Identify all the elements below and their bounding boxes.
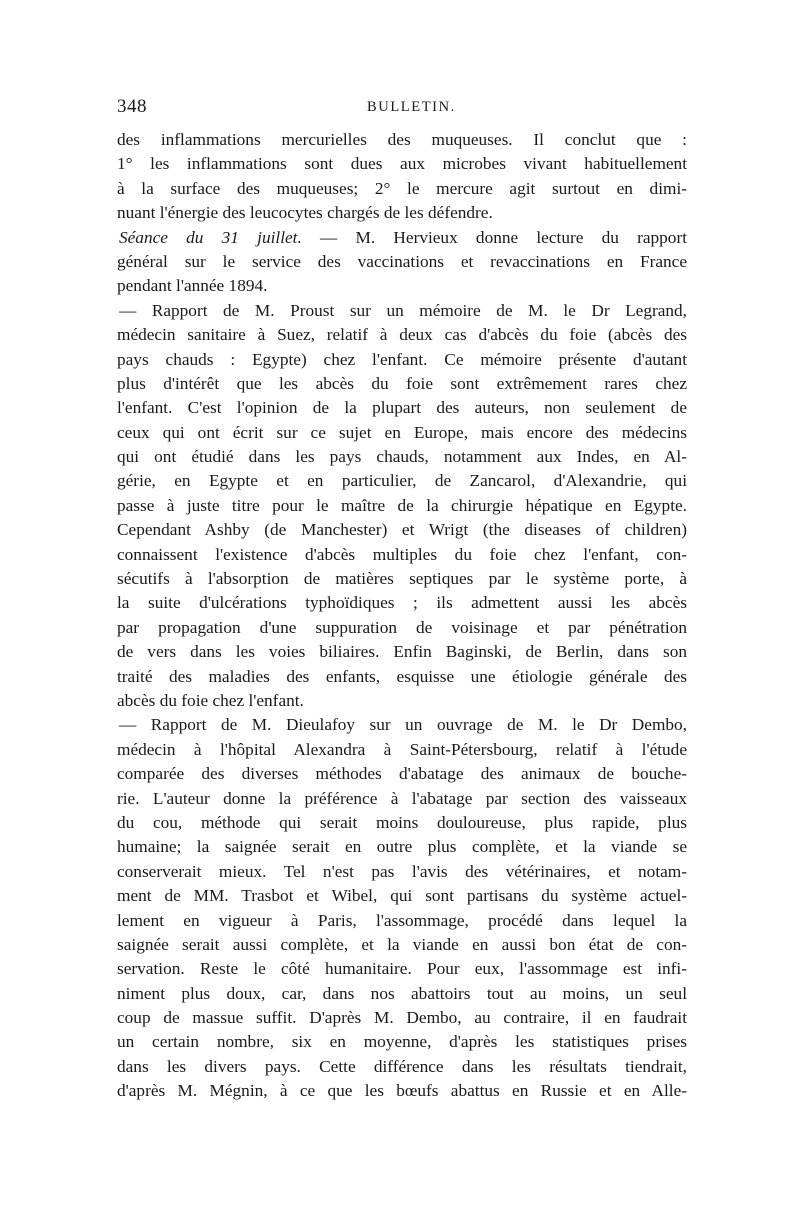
line-text: humaine; la saignée serait en outre plus complète, et la viande se — [117, 837, 687, 857]
line-text: comparée des diverses méthodes d'abatage des animaux de bouche- — [117, 764, 687, 784]
line-text: du cou, méthode qui serait moins douloureuse, plus rapide, plus — [117, 812, 687, 832]
text-line — [117, 982, 687, 1006]
text-line — [117, 201, 687, 225]
text-line — [117, 469, 687, 493]
text-line — [117, 494, 687, 518]
line-text: connaissent l'existence d'abcès multiples du foie chez l'enfant, con- — [117, 544, 687, 564]
text-line — [117, 957, 687, 981]
text-line — [117, 713, 687, 737]
session-date: Séance du 31 juillet. — [119, 227, 302, 247]
line-text: coup de massue suffit. D'après M. Dembo, au contraire, il en faudrait — [117, 1008, 687, 1028]
line-text: un certain nombre, six en moyenne, d'après les statistiques prises — [117, 1032, 687, 1052]
text-line — [117, 128, 687, 152]
text-line — [117, 884, 687, 908]
text-line — [117, 909, 687, 933]
text-line — [117, 1006, 687, 1030]
line-text: ment de MM. Trasbot et Wibel, qui sont partisans du système actuel- — [117, 886, 687, 906]
line-text: traité des maladies des enfants, esquisse une étiologie générale des — [117, 666, 687, 686]
line-text: — M. Hervieux donne lecture du rapport — [301, 227, 687, 247]
line-text: gérie, en Egypte et en particulier, de Zancarol, d'Alexandrie, qui — [117, 471, 687, 491]
text-line — [117, 811, 687, 835]
running-title: BULLETIN. — [367, 99, 456, 115]
text-line — [117, 177, 687, 201]
text-line — [117, 665, 687, 689]
line-text: d'après M. Mégnin, à ce que les bœufs abattus en Russie et en Alle- — [117, 1081, 687, 1101]
line-text: servation. Reste le côté humanitaire. Pour eux, l'assommage est infi- — [117, 959, 687, 979]
text-line — [117, 933, 687, 957]
line-text: abcès du foie chez l'enfant. — [117, 690, 304, 710]
line-text: par propagation d'une suppuration de voisinage et par pénétration — [117, 617, 687, 637]
line-text: médecin à l'hôpital Alexandra à Saint-Pétersbourg, relatif à l'étude — [117, 739, 687, 759]
text-line — [117, 762, 687, 786]
text-line — [117, 738, 687, 762]
body-text — [117, 128, 687, 1104]
line-text: — Rapport de M. Dieulafoy sur un ouvrage de M. le Dr Dembo, — [119, 715, 687, 735]
line-text: sécutifs à l'absorption de matières septiques par le système porte, à — [117, 569, 687, 589]
text-line — [117, 1030, 687, 1054]
text-line — [117, 591, 687, 615]
line-text: nuant l'énergie des leucocytes chargés de les défendre. — [117, 203, 493, 223]
line-text: lement en vigueur à Paris, l'assommage, procédé dans lequel la — [117, 910, 687, 930]
line-text: Cependant Ashby (de Manchester) et Wrigt (the diseases of children) — [117, 520, 687, 540]
text-line — [117, 567, 687, 591]
text-line — [117, 616, 687, 640]
running-head — [117, 96, 687, 120]
line-text: qui ont étudié dans les pays chauds, notamment aux Indes, en Al- — [117, 447, 687, 467]
line-text: dans les divers pays. Cette différence dans les résultats tiendrait, — [117, 1056, 687, 1076]
line-text: passe à juste titre pour le maître de la chirurgie hépatique en Egypte. — [117, 495, 687, 515]
text-line — [117, 860, 687, 884]
text-line — [117, 299, 687, 323]
text-line — [117, 372, 687, 396]
text-line — [117, 445, 687, 469]
line-text: conserverait mieux. Tel n'est pas l'avis des vétérinaires, et notam- — [117, 861, 687, 881]
text-line — [117, 274, 687, 298]
line-text: rie. L'auteur donne la préférence à l'abatage par section des vaisseaux — [117, 788, 687, 808]
line-text: saignée serait aussi complète, et la viande en aussi bon état de con- — [117, 934, 687, 954]
text-line — [117, 787, 687, 811]
text-line — [117, 518, 687, 542]
text-line — [117, 250, 687, 274]
text-line — [117, 323, 687, 347]
text-line — [117, 396, 687, 420]
line-text: à la surface des muqueuses; 2° le mercure agit surtout en dimi- — [117, 178, 687, 198]
line-text: pays chauds : Egypte) chez l'enfant. Ce mémoire présente d'autant — [117, 349, 687, 369]
text-line — [117, 543, 687, 567]
line-text: des inflammations mercurielles des muqueuses. Il conclut que : — [117, 130, 687, 149]
line-text: l'enfant. C'est l'opinion de la plupart des auteurs, non seulement de — [117, 398, 687, 418]
line-text: la suite d'ulcérations typhoïdiques ; ils admettent aussi les abcès — [117, 593, 687, 613]
text-line — [117, 1055, 687, 1079]
line-text: général sur le service des vaccinations et revaccinations en France — [117, 251, 687, 271]
text-line — [117, 640, 687, 664]
text-line — [117, 226, 687, 250]
text-line — [117, 152, 687, 176]
line-text: niment plus doux, car, dans nos abattoirs tout au moins, un seul — [117, 983, 687, 1003]
line-text: de vers dans les voies biliaires. Enfin Baginski, de Berlin, dans son — [117, 642, 687, 662]
line-text: pendant l'année 1894. — [117, 276, 268, 296]
line-text: 1° les inflammations sont dues aux microbes vivant habituellement — [117, 154, 687, 174]
text-line — [117, 1079, 687, 1103]
line-text: — Rapport de M. Proust sur un mémoire de M. le Dr Legrand, — [119, 300, 687, 320]
text-line — [117, 421, 687, 445]
line-text: plus d'intérêt que les abcès du foie sont extrêmement rares chez — [117, 373, 687, 393]
page-number: 348 — [117, 96, 147, 117]
text-line — [117, 689, 687, 713]
line-text: ceux qui ont écrit sur ce sujet en Europe, mais encore des médecins — [117, 422, 687, 442]
line-text: médecin sanitaire à Suez, relatif à deux cas d'abcès du foie (abcès des — [117, 325, 687, 345]
text-line — [117, 348, 687, 372]
text-line — [117, 835, 687, 859]
